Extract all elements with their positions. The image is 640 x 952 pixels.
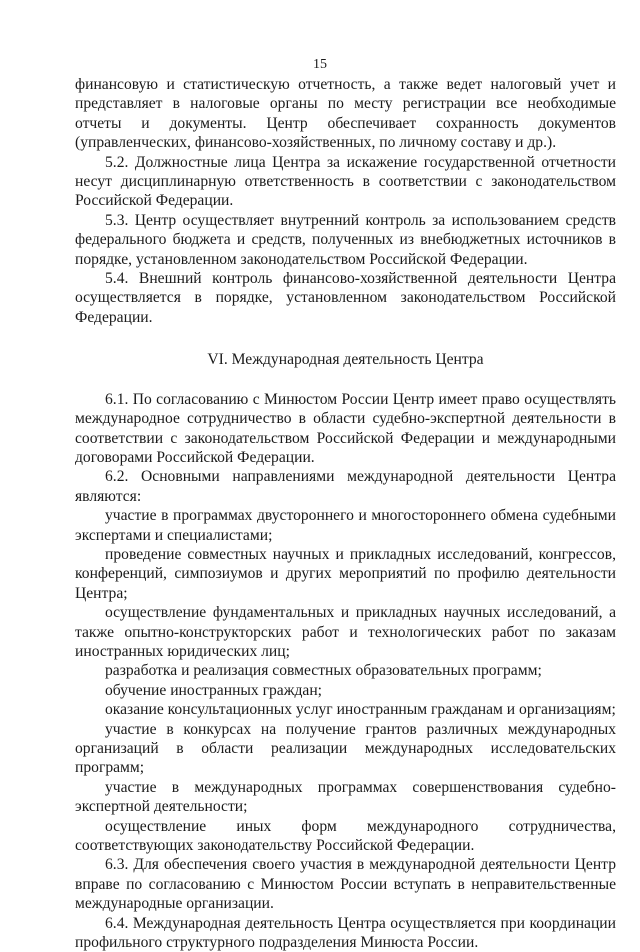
list-item: разработка и реализация совместных образовательных программ;: [105, 662, 542, 680]
list-item: осуществление фундаментальных и прикладных научных исследований, а также опытно-конструкторских работ и технологических работ по заказам иностранных юридических лиц;: [75, 604, 616, 660]
page-body: [75, 75, 616, 952]
section-heading: VI. Международная деятельность Центра: [207, 351, 484, 369]
list-item: оказание консультационных услуг иностранным гражданам и организациям;: [105, 701, 616, 719]
list-item: обучение иностранных граждан;: [105, 681, 323, 699]
list-item: проведение совместных научных и прикладных исследований, конгрессов, конференций, симпозиумов и других мероприятий по профилю деятельности Центра;: [75, 545, 616, 602]
list-item: участие в программах двустороннего и многостороннего обмена судебными экспертами и специалистами;: [75, 507, 616, 544]
paragraph-6-4: 6.4. Международная деятельность Центра осуществляется при координации профильного структурного подразделения Минюста России.: [75, 914, 616, 952]
paragraph-5-4: 5.4. Внешний контроль финансово-хозяйственной деятельности Центра осуществляется в порядке, установленном законодательством Российской Федерации.: [75, 270, 616, 326]
paragraph-5-2: 5.2. Должностные лица Центра за искажение государственной отчетности несут дисциплинарную ответственность в соответствии с законодательством Российской Федерации.: [75, 153, 616, 210]
paragraph-6-1: 6.1. По согласованию с Минюстом России Центр имеет право осуществлять международное сотрудничество в области судебно-экспертной деятельности в соответствии с законодательством Российской Федерации и международными договорами Российской Федерации.: [75, 390, 616, 466]
paragraph-6-3: 6.3. Для обеспечения своего участия в международной деятельности Центр вправе по согласованию с Минюстом России вступать в неправительственные международные организации.: [75, 856, 616, 913]
list-item: участие в международных программах совершенствования судебно-экспертной деятельности;: [75, 778, 616, 816]
paragraph-6-2: 6.2. Основными направлениями международной деятельности Центра являются:: [75, 468, 616, 505]
list-item: участие в конкурсах на получение грантов различных международных организаций в области реализации международных исследовательских программ;: [75, 720, 616, 777]
page-number: 15: [313, 57, 327, 72]
paragraph-5-1-continued: финансовую и статистическую отчетность, а также ведет налоговый учет и представляет в налоговые органы по месту регистрации все необходимые отчеты и документы. Центр обеспечивает сохранность документов (управленческих, финансово-хозяйственных, по личному составу и др.).: [75, 76, 616, 152]
paragraph-5-3: 5.3. Центр осуществляет внутренний контроль за использованием средств федерального бюджета и средств, полученных из внебюджетных источников в порядке, установленном законодательством Российской Федерации.: [75, 211, 616, 268]
list-item: осуществление иных форм международного сотрудничества, соответствующих законодательству Российской Федерации.: [75, 817, 616, 855]
